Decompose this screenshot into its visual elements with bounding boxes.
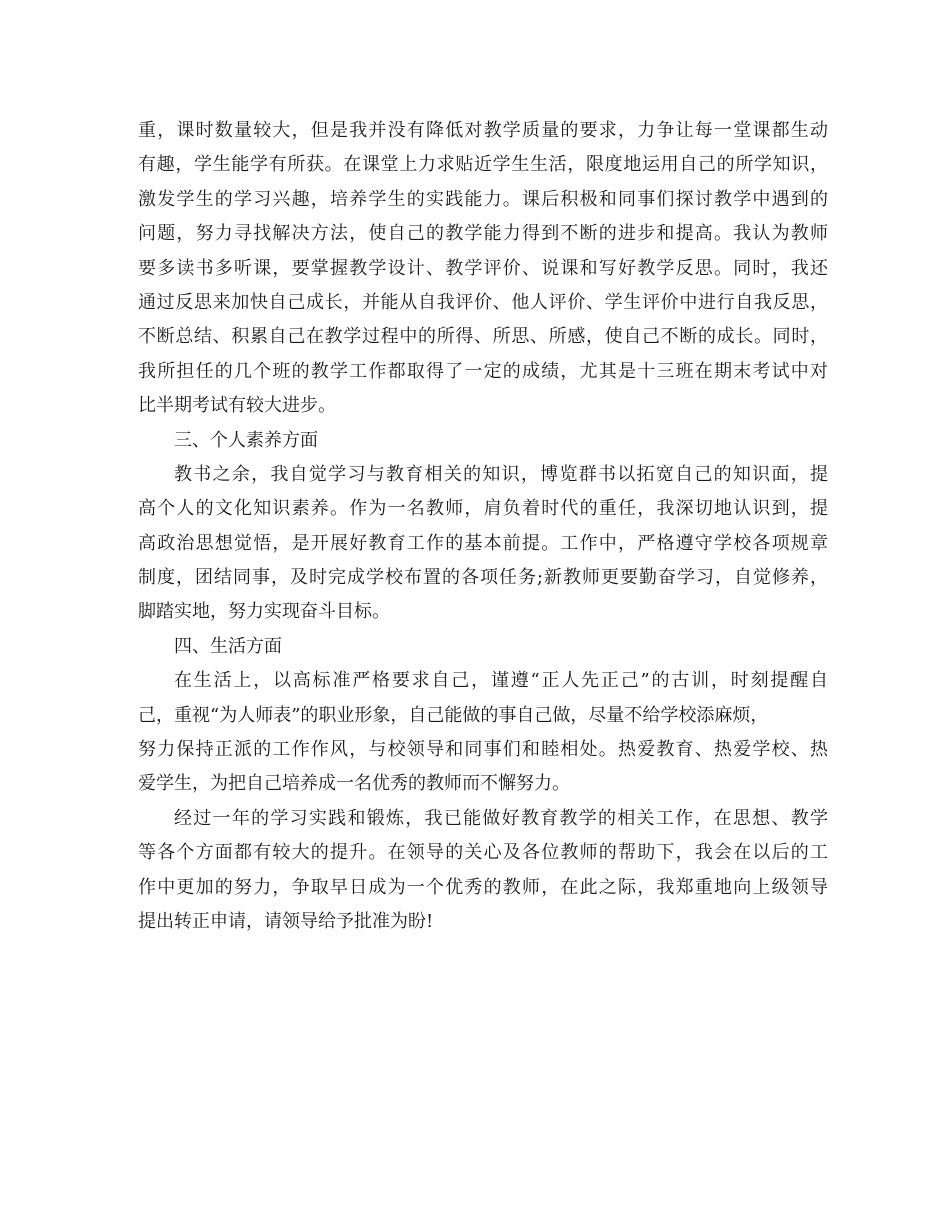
text-line: 高政治思想觉悟，是开展好教育工作的基本前提。工作中，严格遵守学校各项规章 [138,532,828,554]
text-line: 经过一年的学习实践和锻炼，我已能做好教育教学的相关工作，在思想、教学 [174,807,828,829]
text-line: 在生活上，以高标准严格要求自己，谨遵“正人先正己”的古训，时刻提醒自 [174,670,828,692]
text-line: 高个人的文化知识素养。作为一名教师，肩负着时代的重任，我深切地认识到，提 [138,498,828,520]
text-line: 爱学生，为把自己培养成一名优秀的教师而不懈努力。 [138,773,570,795]
text-line: 我所担任的几个班的教学工作都取得了一定的成绩，尤其是十三班在期末考试中对 [138,360,828,382]
text-line: 提出转正申请，请领导给予批准为盼! [138,910,434,932]
text-line: 努力保持正派的工作作风，与校领导和同事们和睦相处。热爱教育、热爱学校、热 [138,739,828,761]
text-line: 三、个人素养方面 [174,429,318,451]
text-line: 教书之余，我自觉学习与教育相关的知识，博览群书以拓宽自己的知识面，提 [174,463,828,485]
text-line: 激发学生的学习兴趣，培养学生的实践能力。课后积极和同事们探讨教学中遇到的 [138,188,828,210]
text-line: 不断总结、积累自己在教学过程中的所得、所思、所感，使自己不断的成长。同时， [138,326,828,348]
text-line: 己，重视“为人师表”的职业形象，自己能做的事自己做，尽量不给学校添麻烦， [138,704,769,726]
text-line: 有趣，学生能学有所获。在课堂上力求贴近学生生活，限度地运用自己的所学知识， [138,154,828,176]
text-line: 要多读书多听课，要掌握教学设计、教学评价、说课和写好教学反思。同时，我还 [138,257,828,279]
text-line: 四、生活方面 [174,635,282,657]
text-line: 作中更加的努力，争取早日成为一个优秀的教师，在此之际，我郑重地向上级领导 [138,876,828,898]
text-line: 重，课时数量较大，但是我并没有降低对教学质量的要求，力争让每一堂课都生动 [138,120,828,141]
text-line: 通过反思来加快自己成长，并能从自我评价、他人评价、学生评价中进行自我反思， [138,291,828,313]
document-body [138,114,828,939]
text-line: 问题，努力寻找解决方法，使自己的教学能力得到不断的进步和提高。我认为教师 [138,223,828,245]
text-line: 等各个方面都有较大的提升。在领导的关心及各位教师的帮助下，我会在以后的工 [138,842,828,864]
text-line: 比半期考试有较大进步。 [138,395,336,417]
text-line: 脚踏实地，努力实现奋斗目标。 [138,601,390,623]
text-line: 制度，团结同事，及时完成学校布置的各项任务;新教师更要勤奋学习，自觉修养， [138,567,828,589]
